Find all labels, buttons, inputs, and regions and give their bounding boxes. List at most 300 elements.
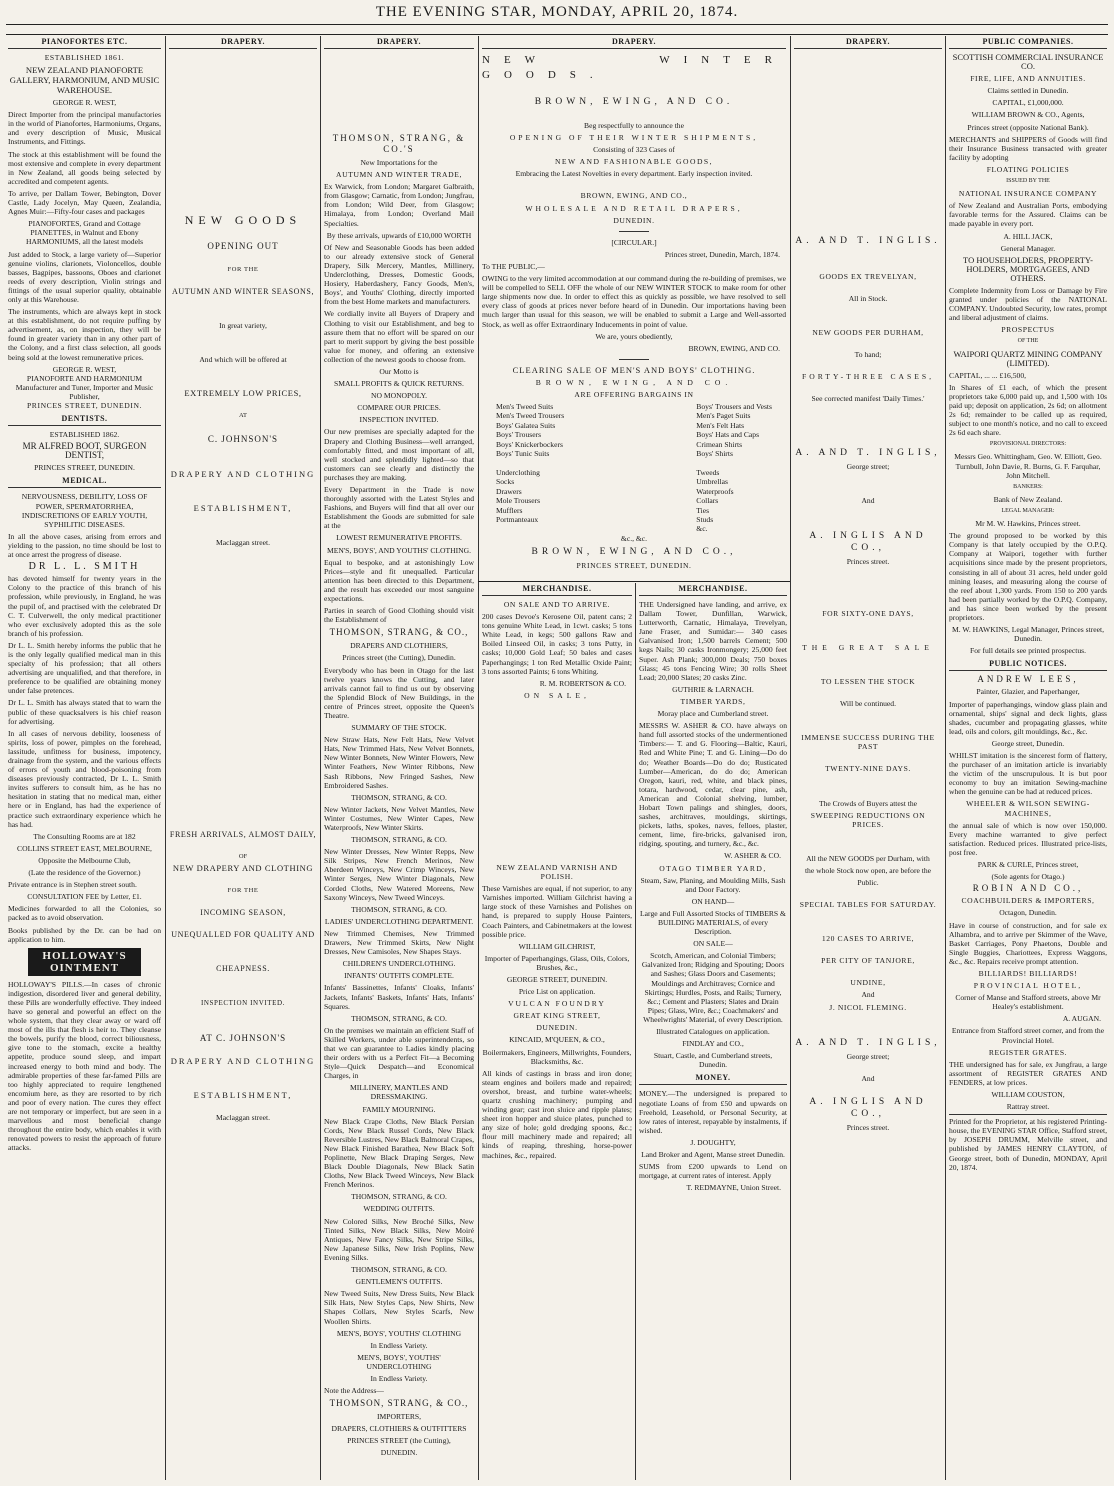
column-johnson <box>169 36 317 1480</box>
text: Consisting of 323 Cases of <box>593 145 675 155</box>
text: We are, yours obediently, <box>595 331 673 341</box>
paragraph: The instruments, which are always kept in stock at this establishment, do not require puffing by advertisement, as, on inspection, they will be found in greater variety than in any other part of the Colony, and a first class selection, all goods being sold at the lowest remunerative prices. <box>8 307 161 362</box>
paragraph: Our new premises are specially adapted for the Drapery and Clothing Business—well arranged, comfortably fitted, and most important of all, well stocked and splendidly lighted—so that customers can see clearly and distinctly the purchases they are making. <box>324 427 474 482</box>
signature: THOMSON, STRANG, & CO. <box>351 1013 447 1023</box>
text: Bank of New Zealand. <box>993 494 1063 504</box>
column-divider <box>478 36 479 1480</box>
text: To THE PUBLIC,— <box>482 261 545 271</box>
bargains-left <box>496 402 564 534</box>
text: CAPITAL, £1,000,000. <box>992 98 1064 108</box>
signature: A. HILL JACK, <box>1003 231 1053 241</box>
address: Stuart, Castle, and Cumberland streets, Dunedin. <box>653 1051 773 1070</box>
firm-name: BROWN, EWING, AND CO. <box>535 377 733 387</box>
headline: NEW DRAPERY AND CLOTHING <box>172 863 314 874</box>
headline: ESTABLISHMENT, <box>193 502 293 513</box>
signature: PIANOFORTE AND HARMONIUM <box>26 373 143 383</box>
imprint: Printed for the Proprietor, at his registered Printing-house, the EVENING STAR Office, Stafford street, by JOSEPH DRUMM, Melville street, and published by JAMES HENRY CLAYTON, of George street, both of Dunedin, MONDAY, April 20, 1874. <box>949 1114 1107 1172</box>
headline: NEW GOODS <box>184 213 302 227</box>
paragraph: of New Zealand and Australian Ports, embodying favorable terms for the Assured. Claims can be made payable in every port. <box>949 201 1107 229</box>
headline: UNDINE, <box>850 978 886 988</box>
section-heading: MONEY. <box>639 1072 787 1085</box>
text: INSPECTION INVITED. <box>200 998 286 1007</box>
paragraph: THE Undersigned have landing, and arrive, ex Dallam Tower, Dunfillan, Warwick, Lutterworth, Carnatic, Himalaya, Trevelyan, Jane Fraser, and Sumidar:— 340 cases Galvanised Iron; 1,500 barrels Cement; 500 kegs Nails; 30 casks Ironmongery; 25,000 feet Super. Ash Plank; 300,000 Deals; 750 boxes Glass; 45 tons Fencing Wire; 30 rolls Sheet Lead; 20,000 Slates; 20 casks Zinc. <box>639 600 787 682</box>
headline: FRESH ARRIVALS, ALMOST DAILY, <box>169 829 317 839</box>
text: And which will be offered at <box>199 355 287 365</box>
headline: GOODS EX TREVELYAN, <box>819 272 917 281</box>
firm-name: BROWN, EWING, AND CO., <box>531 546 737 557</box>
list-item: Boys' Hats and Caps <box>696 430 760 440</box>
signature: T. REDMAYNE, Union Street. <box>686 1183 781 1193</box>
column-divider <box>165 36 166 1480</box>
address: Princes street (the Cutting), Dunedin. <box>342 653 456 663</box>
address: Princes street. <box>846 556 890 566</box>
headline: VULCAN FOUNDRY <box>508 999 606 1009</box>
established: ESTABLISHED 1861. <box>44 53 125 62</box>
paragraph: New Winter Jackets, New Velvet Mantles, New Winter Costumes, New Winter Capes, New Waterproofs, New Winter Skirts. <box>324 804 474 832</box>
address: DUNEDIN. <box>613 215 655 225</box>
list-item: Portmanteaux <box>496 514 539 524</box>
section-heading: DRAPERY. <box>324 36 474 49</box>
text: Entrance from Stafford street corner, and from the Provincial Hotel. <box>951 1026 1105 1045</box>
text: CAPITAL, ... ... £16,500, <box>949 370 1027 380</box>
paragraph: Just added to Stock, a large variety of—Superior genuine violins, clarionets, Violoncellos, double basses, Bagpipes, bassoons, Oboes and clarionet reeds of every description, Violin strings and fittings of the usual superior quality, obtainable only at this Warehouse. <box>8 249 161 304</box>
headline: FOR SIXTY-ONE DAYS, <box>822 608 914 618</box>
headline: CLEARING SALE OF MEN'S AND BOYS' CLOTHING. <box>512 364 756 375</box>
headline: NEW ZEALAND VARNISH AND POLISH. <box>496 862 618 882</box>
paragraph: These Varnishes are equal, if not superior, to any Varnishes imported. William Gilchrist having a large stock of these Varnishes and Polishes on hand, is prepared to supply House Painters, Coach Painters, and Cabinetmakers at the lowest possible price. <box>482 884 632 939</box>
paragraph: New Colored Silks, New Broché Silks, New Tinted Silks, New Black Silks, New Moiré Antiques, New Fancy Silks, New Stripe Silks, New Japanese Silks, New Irish Poplins, New Evening Silks. <box>324 1216 474 1262</box>
firm-name: ANDREW LEES, <box>977 674 1079 685</box>
firm-name: ROBIN AND CO., <box>972 883 1084 894</box>
text: Importer of Paperhangings, Glass, Oils, Colors, Brushes, &c., <box>484 953 630 972</box>
firm-name: A. AND T. INGLIS, <box>795 447 941 458</box>
text: BANKERS: <box>1013 483 1043 490</box>
paragraph: Opposite the Melbourne Club, <box>38 855 131 865</box>
text: And <box>861 1073 875 1083</box>
column-divider <box>945 36 946 1480</box>
headline: SUMMARY OF THE STOCK. <box>351 723 447 733</box>
section-heading: PIANOFORTES ETC. <box>8 36 161 49</box>
headline: MILLINERY, MANTLES AND DRESSMAKING. <box>350 1083 448 1102</box>
section-heading: MERCHANDISE. <box>482 583 632 596</box>
text: FOR THE <box>227 266 259 273</box>
headline: NEW GOODS PER DURHAM, <box>812 328 924 338</box>
headline: INSPECTION INVITED. <box>359 415 439 425</box>
paragraph: CONSULTATION FEE by Letter, £1. <box>27 892 142 902</box>
paragraph: Have in course of construction, and for sale ex Alhambra, and to arrive per Skimmer of the Wave, Basket Carriages, Pony Phaetons, Double and Single Buggies, Chariottees, Express Waggons, &c., &c. Repairs receive prompt attention. <box>949 920 1107 966</box>
text: Claims settled in Dunedin. <box>987 86 1069 96</box>
address: PRINCES STREET, DUNEDIN. <box>576 560 692 570</box>
firm-name: A. INGLIS AND CO., <box>809 1096 927 1119</box>
headline: MEN'S, BOYS', AND YOUTHS' CLOTHING. <box>326 545 472 555</box>
signature: GUTHRIE & LARNACH. <box>672 684 754 694</box>
text: In great variety, <box>219 321 267 331</box>
text: (Sole agents for Otago.) <box>991 872 1065 882</box>
paragraph: Medicines forwarded to all the Colonies, so packed as to avoid observation. <box>8 904 161 923</box>
text: ON SALE— <box>693 939 733 949</box>
headline: REGISTER GRATES. <box>988 1047 1068 1057</box>
address: Octagon, Dunedin. <box>999 908 1057 918</box>
column-divider <box>635 583 636 1480</box>
headline: FAMILY MOURNING. <box>362 1104 436 1114</box>
address: DUNEDIN. <box>380 1448 418 1458</box>
text: the whole Stock now open, are before the <box>804 865 932 875</box>
address: Land Broker and Agent, Manse street Dunedin. <box>641 1149 785 1159</box>
paragraph: New Winter Dresses, New Winter Repps, New Silk Stripes, New French Merinos, New Aberdeen Winceys, New Crimp Winceys, New Winter Serges, New Winter Diagonals, New Corded Cloths, New Watered Moreens, New Saxony Winceys, New Tweed Winceys. <box>324 847 474 902</box>
firm-name: THOMSON, STRANG, & CO., <box>329 627 469 638</box>
headline: ON SALE AND TO ARRIVE. <box>503 600 611 609</box>
paragraph: MESSRS W. ASHER & CO. have always on hand full assorted stocks of the undermentioned Timbers:— T. and G. Flooring—Baltic, Kauri, Red and White Pine; T. and G. Lining—Do do do; Weather Boards—Do do do; Rusticated Lumber—American, do do do; American Oregon, kauri, red, white, and black pines, totara, hardwood, cedar, clear pine, ash, American and Colonial shelving, lumber, Hobart Town palings and shingles, doors, sashes, architraves, mouldings, skirtings, pickets, laths, spokes, naves, felloes, plaster, cement, lime, fire-bricks, galvanised iron, ridging, spouting, and turnery, &c., &c. <box>639 721 787 849</box>
list-item: Tweeds <box>696 467 720 477</box>
signature: FINDLAY and CO., <box>682 1039 744 1049</box>
headline: WHEELER & WILSON SEWING-MACHINES, <box>966 799 1090 818</box>
headline: PROSPECTUS <box>1001 325 1055 335</box>
firm-name: KINCAID, M'QUEEN, & CO., <box>509 1035 605 1045</box>
paragraph: The Consulting Rooms are at 182 <box>33 831 136 841</box>
headline: NEW WINTER GOODS. <box>482 54 786 81</box>
text: General Manager. <box>1000 243 1056 253</box>
text: Embracing the Latest Novelties in every department. Early inspection invited. <box>515 169 753 179</box>
firm-name: SCOTTISH COMMERCIAL INSURANCE CO. <box>952 52 1104 72</box>
address: Maclaggan street. <box>216 1112 270 1122</box>
paragraph: Dr L. L. Smith has always stated that to warn the public of these quacksalvers is his chief reason for advertising. <box>8 698 161 726</box>
firm-name: THOMSON, STRANG, & CO.'S <box>332 133 466 154</box>
text: Steam, Saw, Planing, and Moulding Mills, Sash and Door Factory. <box>640 875 786 894</box>
headline: ESTABLISHMENT, <box>193 1089 293 1100</box>
list-item: Men's Tweed Trousers <box>496 411 565 421</box>
list-item <box>696 459 772 468</box>
address: George street; <box>846 461 890 471</box>
paragraph: 200 cases Devoe's Kerosene Oil, patent cans; 2 tons genuine White Lead, in 1cwt. casks; 5 tons White Lead, in kegs; 500 gallons Raw and Boiled Linseed Oil, in casks; 3 tons Putty, in casks; 10,000 Gold Leaf; 50 bales and cases Paperhangings; 1 ton Red Metallic Oxide Paint; 3 tons assorted Paints; 6 tons Whiting. <box>482 612 632 676</box>
text: LEGAL MANAGER: <box>1001 507 1055 514</box>
signature: THOMSON, STRANG, & CO. <box>351 904 447 914</box>
signature: PARK & CURLE, Princes street, <box>977 860 1079 870</box>
text: DRAPERS AND CLOTHIERS, <box>350 641 448 651</box>
ad-title: NEW ZEALAND PIANOFORTE GALLERY, HARMONIUM, AND MUSIC WAREHOUSE. <box>9 65 160 96</box>
masthead-rule <box>6 24 1108 25</box>
section-heading: DRAPERY. <box>169 36 317 49</box>
signature: THOMSON, STRANG, & CO. <box>351 792 447 802</box>
paragraph: Scotch, American, and Colonial Timbers; Galvanized Iron; Ridging and Spouting; Doors and Sashes; Glass Doors and Casements; Mouldings and Architraves; Cornice and Skirtings; Hurdles, Posts, and Rails; Turnery, &c.; Cement and Plasters; Slates and Drain Pipes; Glass, Wire, &c.; Coachmakers' and Wheelwrights' Material, of every Description. <box>641 951 785 1024</box>
list-item <box>496 459 564 468</box>
headline: WEDDING OUTFITS. <box>363 1204 435 1214</box>
text: Will be continued. <box>840 699 896 709</box>
paragraph: SUMS from £200 upwards to Lend on mortgage, at current rates of interest. Apply <box>639 1162 787 1181</box>
signature: THOMSON, STRANG, & CO. <box>351 1192 447 1202</box>
text: ON HAND— <box>691 896 735 906</box>
ad-title: NERVOUSNESS, DEBILITY, LOSS OF POWER, SPERMATORRHEA, INDISCRETIONS OF EARLY YOUTH, SYPHILITIC DISEASES. <box>21 492 148 529</box>
text: In Endless Variety. <box>370 1373 428 1383</box>
headline: ON SALE, <box>524 690 590 700</box>
list-item: Men's Tweed Suits <box>496 402 554 412</box>
headline: MEN'S, BOYS', YOUTHS' CLOTHING <box>336 1328 462 1338</box>
headline: DRAPERY AND CLOTHING <box>170 468 316 479</box>
headline: UNEQUALLED FOR QUALITY AND <box>171 930 315 940</box>
headline: NEW AND FASHIONABLE GOODS, <box>554 157 714 167</box>
column-divider <box>790 36 791 1480</box>
headline: TIMBER YARDS, <box>680 696 746 706</box>
text: In Endless Variety. <box>370 1340 428 1350</box>
paragraph: In Shares of £1 each, of which the present proprietors take 6,000 paid up, and 1,500 with 10s paid up; deposit on application, 2s 6d; on allotment 2s 6d; remainder to be called up as required, subject to one month's notice, and no call to exceed 2s 6d each share. <box>949 382 1107 438</box>
headline: EXTREMELY LOW PRICES, <box>184 388 302 399</box>
list-item: Waterproofs <box>696 486 734 496</box>
address: Moray place and Cumberland street. <box>657 709 769 719</box>
address: Princes street (opposite National Bank). <box>967 122 1089 132</box>
text: OF <box>238 852 248 860</box>
address: GEORGE STREET, DUNEDIN. <box>506 974 608 984</box>
list-item: Drawers <box>496 486 522 496</box>
paragraph: the annual sale of which is now over 150,000. Every machine warranted to give perfect satisfaction. Reduced prices. Illustrated price-lists, post free. <box>949 820 1107 857</box>
signature: BROWN, EWING, AND CO. <box>688 343 780 353</box>
column-thomson-strang <box>324 36 474 1480</box>
paragraph: Dr L. L. Smith hereby informs the public that he is the only legally qualified medical man in this specialty of his profession; that all others advertising are unqualified, and that therefore, in preference to be qualified are obtaining money under false pretences. <box>8 640 161 696</box>
paragraph: On the premises we maintain an efficient Staff of Skilled Workers, under able superintendents, so that we can guarantee to Ladies kindly placing their orders with us a Perfect Fit—a Becoming Style—Quick Despatch—and Economical Charges, in <box>324 1025 474 1081</box>
list-item: Umbrellas <box>696 477 728 487</box>
column-merchandise-right <box>639 583 787 1480</box>
signature: M. W. HAWKINS, Legal Manager, Princes street, Dunedin. <box>952 625 1104 644</box>
headline: COACHBUILDERS & IMPORTERS, <box>961 896 1095 906</box>
list-item: Underclothing <box>496 467 540 477</box>
text: All in Stock. <box>848 294 888 304</box>
section-heading: PUBLIC NOTICES. <box>949 658 1107 671</box>
paragraph: New Trimmed Chemises, New Trimmed Drawers, New Trimmed Skirts, New Night Dresses, New Camisoles, New Shapes Stays. <box>324 928 474 957</box>
text: For full details see printed prospectus. <box>970 646 1086 656</box>
paragraph: PIANOFORTES, Grand and Cottage PIANETTES, in Walnut and Ebony HARMONIUMS, all the latest models <box>25 219 144 247</box>
text: And <box>861 990 875 1000</box>
list-item: Socks <box>496 477 515 487</box>
text: Note the Address— <box>324 1386 384 1396</box>
text: DRAPERS, CLOTHIERS & OUTFITTERS <box>331 1424 467 1434</box>
column-brown-ewing <box>482 36 786 581</box>
headline: BILLIARDS! BILLIARDS! <box>978 968 1078 978</box>
text: Boilermakers, Engineers, Millwrights, Founders, Blacksmiths, &c. <box>482 1047 632 1066</box>
paragraph: All kinds of castings in brass and iron done; steam engines and boilers made and repaired; overshot, breast, and turbine water-wheels; quartz crushing machinery; pumping and winding gear; cast iron sluice and ripple plates; sheet iron hopper and sluice plates, punched to any size of hole; gold dredging spoons, &c.; flour mill machinery made and repaired; all kinds of reaping, threshing, horse-power machines, &c., repaired. <box>482 1068 632 1160</box>
text: Beg respectfully to announce the <box>584 121 684 130</box>
text: ISSUED BY THE <box>1006 178 1050 185</box>
headline: DRAPERY AND CLOTHING <box>170 1055 316 1066</box>
headline: MEN'S, BOYS', YOUTHS' UNDERCLOTHING <box>357 1352 441 1371</box>
paragraph: The ground proposed to be worked by this Company is that lately occupied by the O.P.Q. Company at Waipori, together with further acquisitions since made by the present proprietors, consisting in all of about 31 acres, held under gold mining leases, and measuring along the course of the reef about 1,300 yards. From 150 to 200 yards had been partially worked by the O.P.Q. Company, and has since been worked by the present proprietors. <box>949 531 1107 622</box>
text: To hand; <box>854 350 882 360</box>
section-rule <box>478 581 790 582</box>
text: By these arrivals, upwards of £10,000 WORTH <box>326 230 472 240</box>
paragraph: has devoted himself for twenty years in the Colony to the practice of this branch of his profession, while previously, in England, he was the pupil of, and practised with the celebrated Dr C. T. Culverwell, the only medical practitioner who ever exclusively adopted this as the sole branch of his profession. <box>8 574 161 638</box>
signature: THOMSON, STRANG, & CO. <box>351 1265 447 1275</box>
list-item: Boys' Shirts <box>696 449 733 459</box>
signature: A. AUGAN. <box>1062 1014 1101 1024</box>
headline: INFANTS' OUTFITS COMPLETE. <box>344 971 454 981</box>
dentist-address: PRINCES STREET, DUNEDIN. <box>34 463 135 473</box>
headline: INCOMING SEASON, <box>200 908 286 918</box>
text: &c., &c. <box>620 533 648 543</box>
list-item: Studs <box>696 514 714 524</box>
store-name: AT C. JOHNSON'S <box>199 1032 287 1043</box>
address: Princes street. <box>846 1122 890 1132</box>
signature: PRINCES STREET, DUNEDIN. <box>26 401 143 410</box>
text: See corrected manifest 'Daily Times.' <box>811 394 925 404</box>
text: WILLIAM BROWN & CO., Agents, <box>971 110 1085 120</box>
headline: WHOLESALE AND RETAIL DRAPERS, <box>525 203 743 213</box>
headline: OPENING OUT <box>207 241 279 251</box>
masthead: THE EVENING STAR, MONDAY, APRIL 20, 1874. <box>375 4 739 20</box>
list-item: Mufflers <box>496 505 523 515</box>
firm-name: A. AND T. INGLIS, <box>795 1037 941 1048</box>
list-item: Collars <box>696 496 719 506</box>
headline: OPENING OF THEIR WINTER SHIPMENTS, <box>509 133 759 143</box>
signature: WILLIAM GILCHRIST, <box>518 941 596 951</box>
paragraph: Direct Importer from the principal manufactories in the world of Pianofortes, Harmoniums, Organs, and every description of Music, Musical Instruments, and Fittings. <box>8 110 161 147</box>
paragraph: MERCHANTS and SHIPPERS of Goods will find their Insurance Business transacted with greater facility by adopting <box>949 134 1107 162</box>
headline: CHEAPNESS. <box>216 964 270 974</box>
list-item: Boys' Tunic Suits <box>496 449 550 459</box>
headline: OTAGO TIMBER YARD, <box>659 863 767 873</box>
section-heading: MERCHANDISE. <box>639 583 787 596</box>
paragraph: In all cases of nervous debility, looseness of spirits, loss of power, pimples on the forehead, lassitude, unfitness for business, impotency, drainage from the system, and the various effects of errors of youth and blood-poisoning from diseases previously contracted, Dr L. L. Smith invites sufferers to consult him, as he has no hesitation in stating that no medical man, either here or in England, has had the experience of practice such extraordinary experience which he has had. <box>8 728 161 829</box>
headline: AUTUMN AND WINTER TRADE, <box>336 170 462 180</box>
text: AUTUMN AND WINTER SEASONS, <box>171 287 315 297</box>
text: OF THE <box>1017 338 1039 345</box>
text: PROVISIONAL DIRECTORS: <box>989 441 1067 448</box>
address: George street, Dunedin. <box>991 738 1065 748</box>
signature: GEORGE R. WEST, <box>52 364 117 374</box>
section-heading: DRAPERY. <box>482 36 786 49</box>
paragraph: Private entrance is in Stephen street south. <box>8 880 137 890</box>
text: [CIRCULAR.] <box>611 237 657 247</box>
list-item: Men's Felt Hats <box>696 420 745 430</box>
address: GREAT KING STREET, <box>513 1011 601 1021</box>
text: Painter, Glazier, and Paperhanger, <box>976 687 1080 697</box>
text: FOR THE <box>227 887 259 895</box>
signature: THOMSON, STRANG, & CO. <box>351 835 447 845</box>
column-divider <box>320 36 321 1480</box>
address: George street; <box>846 1051 890 1061</box>
column-merchandise-left <box>482 583 632 1480</box>
list-item: Boys' Trousers and Vests <box>696 402 772 412</box>
paragraph: MONEY.—The undersigned is prepared to negotiate Loans of from £50 and upwards on Freehold, Leasehold, or Personal Security, at low rates of interest, repayable by instalments, if wished. <box>639 1089 787 1135</box>
holloway-banner: HOLLOWAY'S OINTMENT <box>28 948 141 976</box>
paragraph: Infants' Bassinettes, Infants' Cloaks, Infants' Jackets, Infants' Baskets, Infants' Hats, Infants' Squares. <box>324 983 474 1011</box>
owner: GEORGE R. WEST, <box>52 98 117 108</box>
list-item: Boys' Trousers <box>496 430 542 440</box>
headline: PER CITY OF TANJORE, <box>821 956 915 966</box>
headline: SWEEPING REDUCTIONS ON PRICES. <box>810 810 926 829</box>
paragraph: New Straw Hats, New Felt Hats, New Velvet Hats, New Trimmed Hats, New Velvet Bonnets, New Winter Bonnets, New Winter Flowers, New Winter Feathers, New Winter Ribbons, New Sash Ribbons, New Fringed Sashes, New Embroidered Sashes. <box>324 735 474 790</box>
headline: LADIES' UNDERCLOTHING DEPARTMENT. <box>324 916 474 926</box>
headline: FIRE, LIFE, AND ANNUITIES. <box>970 74 1086 84</box>
headline: TWENTY-NINE DAYS. <box>825 764 911 774</box>
column-inglis <box>794 36 942 1480</box>
text: Public. <box>857 877 879 887</box>
paragraph: COLLINS STREET EAST, MELBOURNE, <box>17 843 152 853</box>
list-item: Crimean Shirts <box>696 439 743 449</box>
headline: J. NICOL FLEMING. <box>829 1002 907 1012</box>
firm-name: A. INGLIS AND CO., <box>809 530 927 553</box>
headline: FORTY-THREE CASES, <box>801 372 935 382</box>
headline: GENTLEMEN'S OUTFITS. <box>355 1277 443 1287</box>
headline: CHILDREN'S UNDERCLOTHING. <box>342 959 456 969</box>
text: New Importations for the <box>360 158 438 167</box>
text: Corner of Manse and Stafford streets, above Mr Healey's establishment. <box>955 993 1101 1012</box>
text: Mr M. W. Hawkins, Princes street. <box>975 519 1081 529</box>
paragraph: Complete Indemnity from Loss or Damage by Fire granted under policies of the NATIONAL COMPANY. Undoubted Security, low rates, prompt and liberal adjustment of claims. <box>949 285 1107 323</box>
column-pianofortes <box>8 36 161 1480</box>
signature: R. M. ROBERTSON & CO. <box>539 678 626 688</box>
paragraph: New Black Crape Cloths, New Black Persian Cords, New Black Russel Cords, New Black Reversible Lustres, New Black Balmoral Crapes, New Black Finished Barathea, New Black Soft Poplinette, New Black Draping Serges, New Black Double Diagonals, New Black Satin Cloths, New Black Tweed Winceys, New Black French Merinos. <box>324 1116 474 1190</box>
list-item: Men's Paget Suits <box>696 411 751 421</box>
paragraph: Everybody who has been in Otago for the last twelve years knows the Cutting, and later arrivals cannot fail to find us out by observing the Splendid Block of New Buildings, in the centre of Princes street, opposite the Queen's Theatre. <box>324 665 474 720</box>
section-heading: DRAPERY. <box>794 36 942 49</box>
column-public-companies <box>949 36 1107 1480</box>
text: Illustrated Catalogues on application. <box>656 1027 770 1037</box>
list-item: Ties <box>696 505 710 515</box>
address: DUNEDIN. <box>536 1023 578 1033</box>
paragraph: Every Department in the Trade is now thoroughly assorted with the Latest Styles and Fashions, and Buyers will find that all over our Establishment the Goods are submitted for sale at the <box>324 485 474 531</box>
store-name: C. JOHNSON'S <box>207 433 279 444</box>
signature: WILLIAM COUSTON, <box>991 1090 1065 1099</box>
headline: IMMENSE SUCCESS DURING THE PAST <box>801 733 935 752</box>
text: All the NEW GOODS per Durham, with <box>806 853 930 863</box>
paragraph: WHILST imitation is the sincerest form of flattery, the purchaser of an imitation article is invariably the victim of the unscrupulous. It is but poor economy to buy an imitation Sewing-machine when the genuine can be had at reduced prices. <box>949 751 1107 797</box>
headline: TO LESSEN THE STOCK <box>820 677 916 687</box>
list-item: Mole Trousers <box>496 496 541 506</box>
masthead-rule-lower <box>6 34 1108 35</box>
section-heading: PUBLIC COMPANIES. <box>949 36 1107 49</box>
paragraph: Of New and Seasonable Goods has been added to our already extensive stock of General Drapery, Silk Mercery, Mantles, Millinery, Underclothing, Dresses, Domestic Goods, Hosiery, Haberdashery, Fancy Goods, Men's, Boys', and Youths' Clothing, directly imported from the best Home markets and manufacturers. <box>324 242 474 307</box>
address: PRINCES STREET (the Cutting), <box>347 1436 451 1446</box>
established: ESTABLISHED 1862. <box>49 430 120 440</box>
headline: PROVINCIAL HOTEL, <box>973 981 1083 991</box>
paragraph: Importer of paperhangings, window glass plain and ornamental, ships' signal and deck lights, glass shades, cucumber and propagating glasses, white lead, oils and colors, gilt mouldings, &c., &c. <box>949 699 1107 736</box>
firm-name: BROWN, EWING, AND CO., <box>580 191 688 201</box>
paragraph: THE undersigned has for sale, ex Jungfrau, a large assortment of REGISTER GRATES AND FENDERS, at low prices. <box>949 1059 1107 1087</box>
paragraph: We cordially invite all Buyers of Drapery and Clothing to visit our Establishment, and beg to assure them that no effort will be spared on our part to merit support by giving the best possible value for money, and offering an extensive collection of the newest goods to choose from. <box>324 309 474 364</box>
firm-name: A. AND T. INGLIS. <box>795 236 941 246</box>
list-item: &c. <box>696 524 708 534</box>
doctor-name: DR L. L. SMITH <box>28 561 141 573</box>
paragraph: To arrive, per Dallam Tower, Bebington, Dover Castle, Lady Jocelyn, May Queen, Zealandia, Agnes Muir:—Fifty-four cases and packages <box>8 188 161 217</box>
text: IMPORTERS, <box>376 1412 422 1422</box>
headline: FLOATING POLICIES <box>986 164 1070 174</box>
paragraph: Messrs Geo. Whittingham, Geo. W. Elliott, Geo. Turnbull, John Davie, R. Burns, G. F. Farquhar, John Mitchell. <box>954 452 1102 480</box>
paragraph: HOLLOWAY'S PILLS.—In cases of chronic indigestion, disordered liver and general debility, these Pills are wonderfully effective. They indeed have so general and powerful an effect on the whole system, that they clear away or ward off most of the ills that flesh is heir to. They cleanse the bowels, purify the blood, correct biliousness, give tone to the stomach, excite a healthy appetite, produce sound sleep, and impart increased energy to both mind and body. The admirable properties of these far-famed Pills are too highly appreciated to require lengthened encomium here, as they are resorted to by rich and poor of every nation. The cures they effect are not temporary or imperfect, but are seen in a marvellous and most beneficial change throughout the entire body, which enables it with renovated powers to resist the approach of future attacks. <box>8 979 161 1153</box>
address: Maclaggan street. <box>216 537 270 547</box>
paragraph: New Tweed Suits, New Dress Suits, New Black Silk Hats, New Styles Caps, New Shirts, New Shapes Collars, New Styles Scarfs, New Woollen Shirts. <box>324 1289 474 1326</box>
signature: Manufacturer and Tuner, Importer and Music Publisher, <box>15 382 154 401</box>
headline: LOWEST REMUNERATIVE PROFITS. <box>336 533 462 543</box>
list-item: Boys' Galatea Suits <box>496 420 556 430</box>
text: The Crowds of Buyers attest the <box>818 798 918 808</box>
headline: THE GREAT SALE <box>802 642 934 652</box>
headline: 120 CASES TO ARRIVE, <box>821 934 915 944</box>
text: Price List on application. <box>518 987 596 997</box>
signature: W. ASHER & CO. <box>724 851 781 861</box>
text: AT <box>239 412 247 420</box>
paragraph: Parties in search of Good Clothing should visit the Establishment of <box>324 606 474 625</box>
paragraph: In all the above cases, arising from errors and yielding to the passion, no time should be lost to at once arrest the progress of disease. <box>8 531 161 560</box>
list-item: Boys' Knickerbockers <box>496 439 563 449</box>
headline: SPECIAL TABLES FOR SATURDAY. <box>799 900 937 910</box>
paragraph: (Late the residence of the Governor.) <box>28 868 141 878</box>
paragraph: Ex Warwick, from London; Margaret Galbraith, from Glasgow; Carnatic, from London; Jungfrau, from London; Wild Deer, from Glasgow; Himalaya, from London; Overland Mail Specialties. <box>324 182 474 228</box>
headline: TO HOUSEHOLDERS, PROPERTY-HOLDERS, MORTGAGEES, AND OTHERS. <box>963 254 1093 283</box>
firm-name: BROWN, EWING, AND CO. <box>534 97 734 107</box>
date: Princes street, Dunedin, March, 1874. <box>664 249 780 259</box>
text: And <box>861 495 875 505</box>
headline: SMALL PROFITS & QUICK RETURNS. <box>334 379 464 389</box>
paragraph: Books published by the Dr. can be had on application to him. <box>8 925 161 944</box>
firm-name: THOMSON, STRANG, & CO., <box>329 1398 469 1409</box>
headline: COMPARE OUR PRICES. <box>357 403 441 413</box>
